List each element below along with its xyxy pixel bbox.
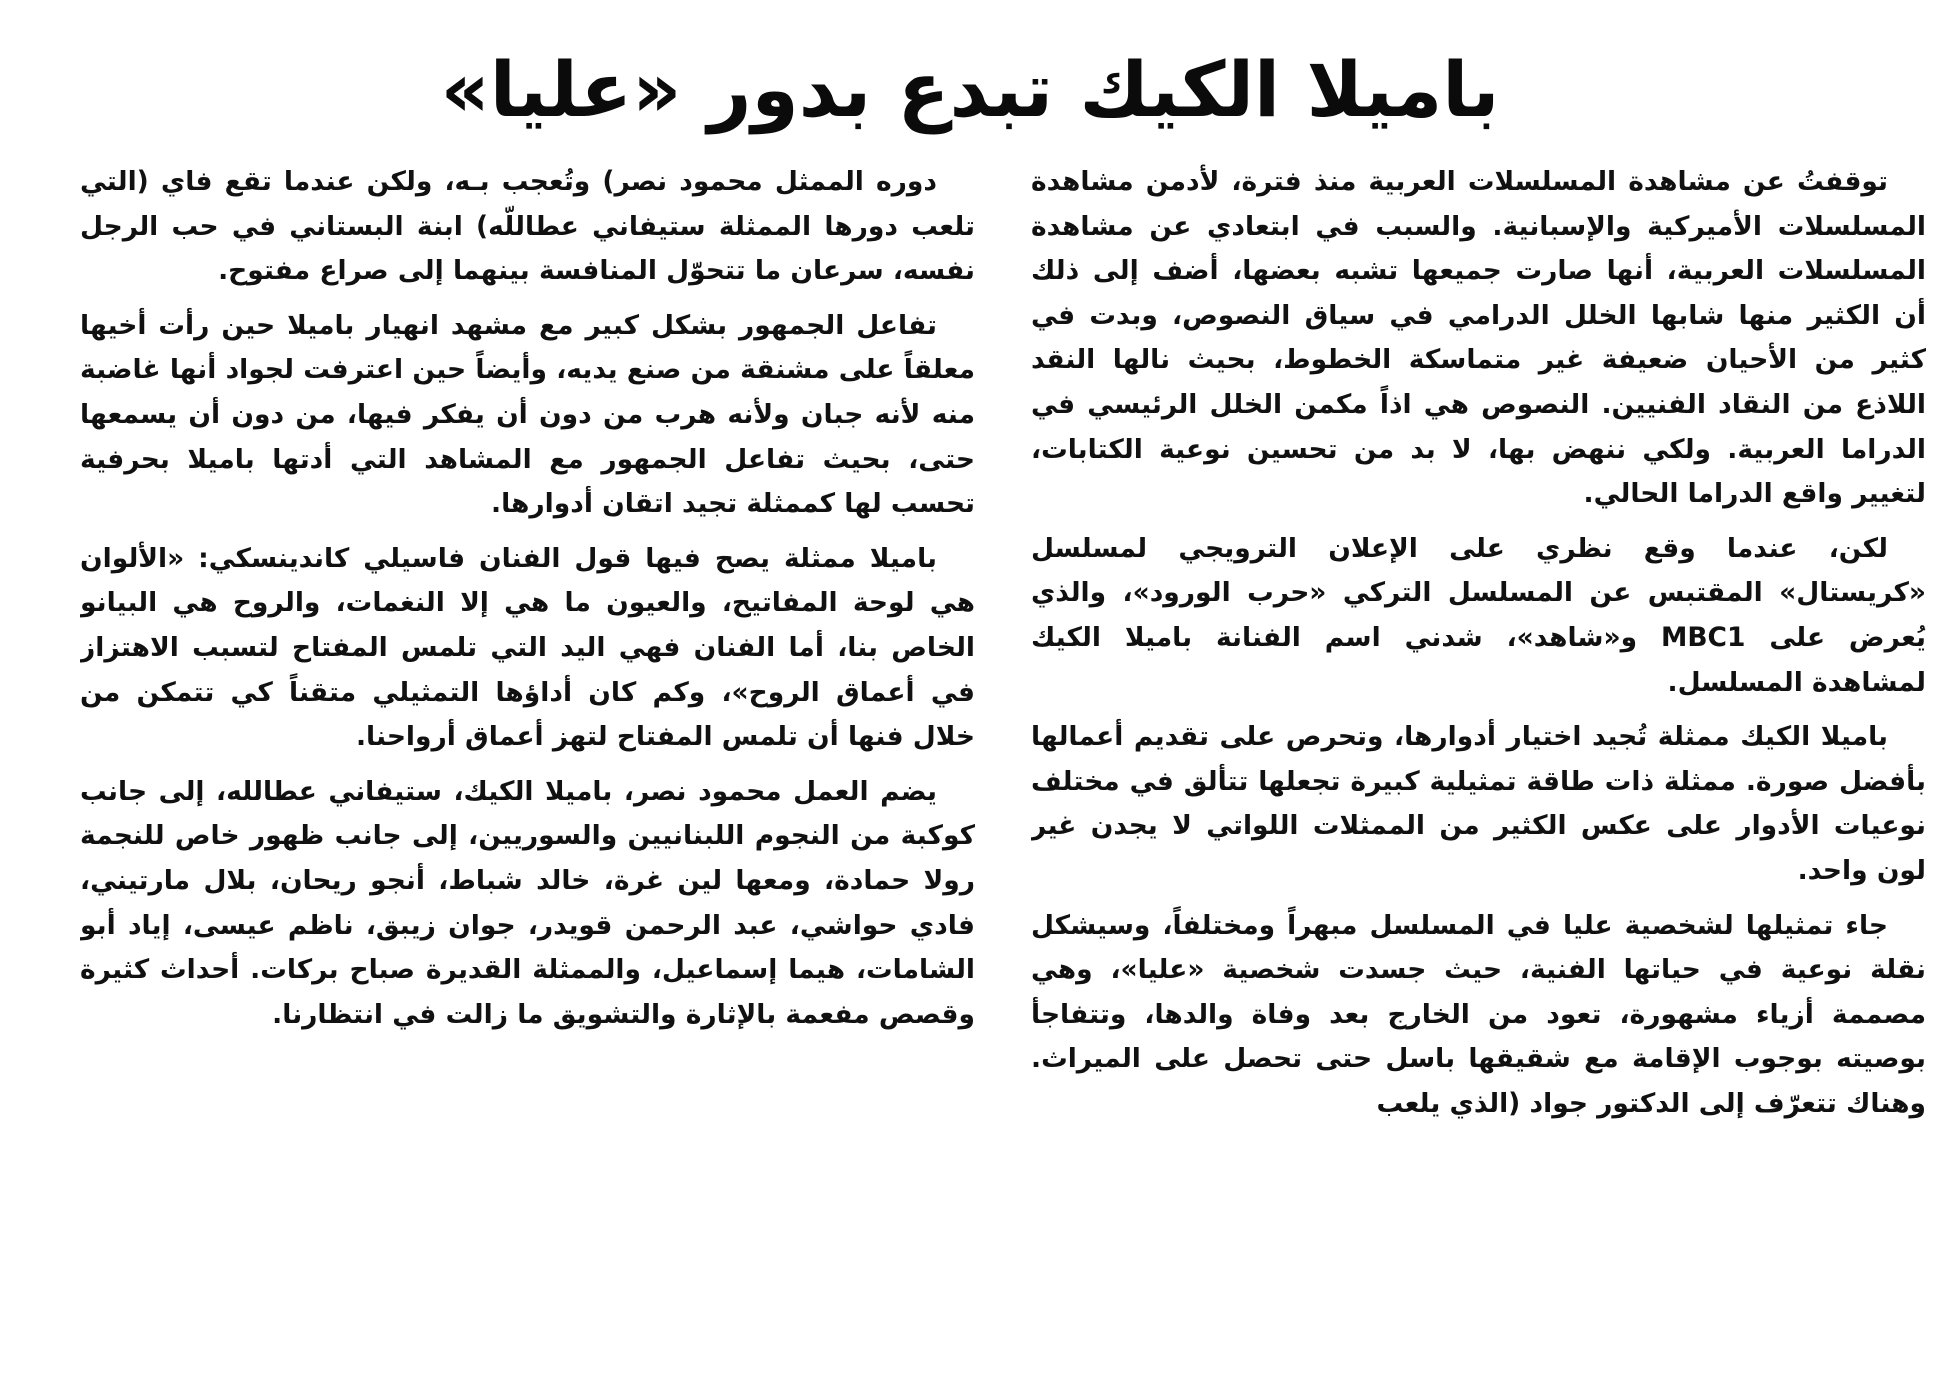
paragraph: جاء تمثيلها لشخصية عليا في المسلسل مبهراً ومختلفاً، وسيشكل نقلة نوعية في حياتها الفنية، حيث جسدت شخصية «عليا»، وهي مصممة أزياء مشهورة، تعود من الخارج بعد وفاة والدها، وتتفاجأ بوصيته بوجوب الإقامة مع شقيقها باسل حتى تحصل على الميراث. وهناك تتعرّف إلى الدكتور جواد (الذي يلعب — [1031, 909, 1926, 1119]
article-column-left — [80, 160, 975, 1320]
paragraph: توقفتُ عن مشاهدة المسلسلات العربية منذ فترة، لأدمن مشاهدة المسلسلات الأميركية والإسبانية. والسبب في ابتعادي عن مشاهدة المسلسلات العربية، أنها صارت جميعها تشبه بعضها، أضف إلى ذلك أن الكثير منها شابها الخلل الدرامي في سياق النصوص، وبدت في كثير من الأحيان ضعيفة غير متماسكة الخطوط، بحيث نالها النقد اللاذع من النقاد الفنيين. النصوص هي اذاً مكمن الخلل الرئيسي في الدراما العربية. ولكي ننهض بها، لا بد من تحسين نوعية الكتابات، لتغيير واقع الدراما الحالي. — [1031, 166, 1926, 510]
paragraph: باميلا الكيك ممثلة تُجيد اختيار أدوارها، وتحرص على تقديم أعمالها بأفضل صورة. ممثلة ذات طاقة تمثيلية كبيرة تجعلها تتألق في مختلف نوعيات الأدوار على عكس الكثير من الممثلات اللواتي لا يجدن غير لون واحد. — [1031, 721, 1926, 886]
paragraph: تفاعل الجمهور بشكل كبير مع مشهد انهيار باميلا حين رأت أخيها معلقاً على مشنقة من صنع يديه، وأيضاً حين اعترفت لجواد أنها غاضبة منه لأنه جبان ولأنه هرب من دون أن يفكر فيها، من دون أن يسمعها حتى، بحيث تفاعل الجمهور مع المشاهد التي أدتها باميلا بحرفية تحسب لها كممثلة تجيد اتقان أدوارها. — [80, 309, 975, 520]
paragraph: لكن، عندما وقع نظري على الإعلان الترويجي لمسلسل «كريستال» المقتبس عن المسلسل التركي «حرب الورود»، والذي يُعرض على MBC1 و«شاهد»، شدني اسم الفنانة باميلا الكيك لمشاهدة المسلسل. — [1031, 532, 1926, 698]
paragraph: دوره الممثل محمود نصر) وتُعجب بـه، ولكن عندما تقع فاي (التي تلعب دورها الممثلة ستيفاني عطاللّه) ابنة البستاني في حب الرجل نفسه، سرعان ما تتحوّل المنافسة بينهما إلى صراع مفتوح. — [80, 166, 975, 287]
article-headline: باميلا الكيك تبدع بدور «عليا» — [440, 45, 1500, 134]
article-column-right — [1031, 160, 1926, 1320]
paragraph: يضم العمل محمود نصر، باميلا الكيك، ستيفاني عطالله، إلى جانب كوكبة من النجوم اللبنانيين والسوريين، إلى جانب ظهور خاص للنجمة رولا حمادة، ومعها لين غرة، خالد شباط، أنجو ريحان، بلال مارتيني، فادي حواشي، عبد الرحمن قويدر، جوان زيبق، ناظم عيسى، إياد أبو الشامات، هيما إسماعيل، والممثلة القديرة صباح بركات. أحداث كثيرة وقصص مفعمة بالإثارة والتشويق ما زالت في انتظارنا. — [80, 775, 975, 1030]
paragraph: باميلا ممثلة يصح فيها قول الفنان فاسيلي كاندينسكي: «الألوان هي لوحة المفاتيح، والعيون ما هي إلا النغمات، والروح هي البيانو الخاص بنا، أما الفنان فهي اليد التي تلمس المفتاح لتسبب الاهتزاز في أعماق الروح»، وكم كان أداؤها التمثيلي متقناً كي تتمكن من خلال فنها أن تلمس المفتاح لتهز أعماق أرواحنا. — [80, 542, 975, 753]
